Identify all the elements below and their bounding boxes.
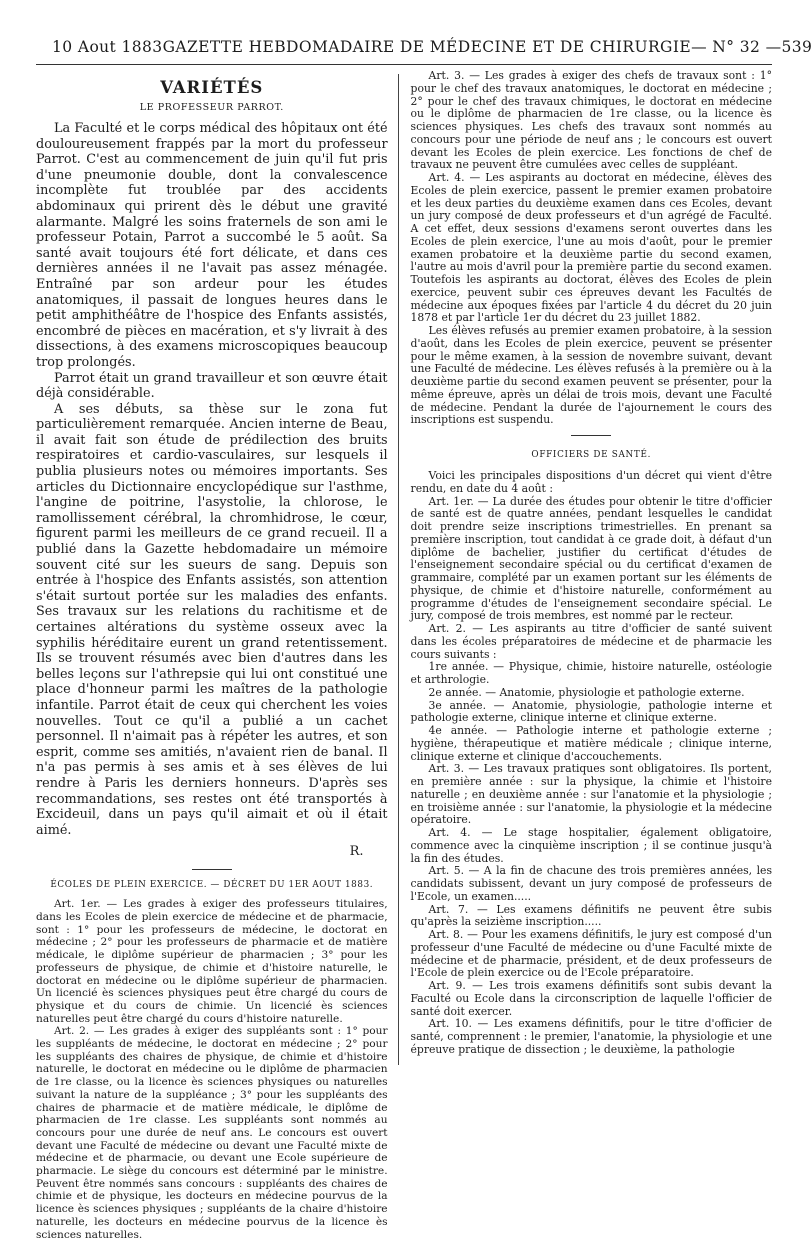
decree-article: Art. 2. — Les aspirants au titre d'officier de santé suivent dans les écoles préparatoires de médecine et de pharmacie les cours suivants : xyxy=(410,622,772,661)
ecoles-title: ÉCOLES DE PLEIN EXERCICE. — DÉCRET DU 1ER AOUT 1883. xyxy=(50,880,374,891)
article-paragraph: La Faculté et le corps médical des hôpitaux ont été douloureusement frappés par la mort du professeur Parrot. C'est au commencement de juin qu'il fut pris d'une pneumonie double, dont la convalescence incomplète fut troublée par des accidents abdominaux qui prirent dès le début une gravité alarmante. Malgré les soins fraternels de son ami le professeur Potain, Parrot a succombé le 5 août. Sa santé avait toujours été fort délicate, et dans ces dernières années il ne l'avait pas assez ménagée. Entraîné par son ardeur pour les études anatomiques, il passait de longues heures dans le petit amphithéâtre de l'hospice des Enfants assistés, encombré de pièces en macération, et s'y livrait à des dissections, à des examens microscopiques beaucoup trop prolongés. xyxy=(36,121,388,370)
right-column xyxy=(399,70,772,1075)
curriculum-year: 1re année. — Physique, chimie, histoire naturelle, ostéologie et arthrologie. xyxy=(410,660,772,686)
decree-article: Art. 7. — Les examens définitifs ne peuvent être subis qu'après la seizième inscription..... xyxy=(410,902,772,929)
header-rule xyxy=(36,64,772,65)
decree-article: Art. 1er. — Les grades à exiger des professeurs titulaires, dans les Ecoles de plein exercice de médecine et de pharmacie, sont : 1° pour les professeurs de médecine, le doctorat en médecine ; 2° pour les professeurs de pharmacie et de matière médicale, le diplôme supérieur de pharmacien ; 3° pour les professeurs de physique, de chimie et d'histoire naturelle, le doctorat en médecine ou le diplôme supérieur de pharmacien. Un licencié ès sciences physiques peut être chargé du cours de physique et du cours de chimie. Un licencié ès sciences naturelles peut être chargé du cours d'histoire naturelle. xyxy=(36,898,388,1025)
header-page-number: 539 xyxy=(781,38,812,56)
curriculum-year: 3e année. — Anatomie, physiologie, pathologie interne et pathologie externe, clinique interne et clinique externe. xyxy=(410,698,772,725)
header-date: 10 Aout 1883 xyxy=(52,38,163,56)
section-divider xyxy=(571,435,611,436)
officiers-title: OFFICIERS DE SANTÉ. xyxy=(531,450,652,460)
two-column-body xyxy=(36,69,772,1241)
curriculum-year: 4e année. — Pathologie interne et pathologie externe ; hygiène, thérapeutique et matière médicale ; clinique interne, clinique externe et clinique d'accouchements. xyxy=(410,724,772,763)
article-signature: R. xyxy=(349,844,364,860)
decree-article: Art. 3. — Les travaux pratiques sont obligatoires. Ils portent, en première année : sur la physique, la chimie et l'histoire naturelle ; en deuxième année : sur l'anatomie et la physiologie ; en troisième année : sur l'anatomie, la physiologie et la médecine opératoire. xyxy=(410,762,772,827)
decree-article: Art. 1er. — La durée des études pour obtenir le titre d'officier de santé est de quatre années, pendant lesquelles le candidat doit prendre seize inscriptions trimestrielles. En prenant sa première inscription, tout candidat à ce grade doit, à défaut d'un diplôme de bachelier, justifier du certificat d'études de l'enseignement secondaire spécial ou du certificat d'examen de grammaire, complété par un examen portant sur les éléments de physique, de chimie et d'histoire naturelle, conformément au programme d'études de l'enseignement secondaire spécial. Le jury, composé de trois membres, est nommé par le recteur. xyxy=(410,494,772,623)
varietes-subtitle: LE PROFESSEUR PARROT. xyxy=(139,102,284,113)
header-issue-number: — N° 32 — xyxy=(691,38,782,56)
running-header xyxy=(52,38,812,60)
article-paragraph: Parrot était un grand travailleur et son œuvre était déjà considérable. xyxy=(36,370,388,402)
decree-article: Art. 8. — Pour les examens définitifs, le jury est composé d'un professeur d'une Faculté de médecine ou d'une Faculté mixte de médecine et de pharmacie, président, et de deux professeurs de l'Ecole de plein exercice ou de l'Ecole préparatoire. xyxy=(410,928,772,980)
decree-article: Art. 2. — Les grades à exiger des suppléants sont : 1° pour les suppléants de médecine, le doctorat en médecine ; 2° pour les suppléants des chaires de physique, de chimie et d'histoire naturelle, le doctorat en médecine ou le diplôme de pharmacien de 1re classe, ou la licence ès sciences physiques ou naturelles suivant la nature de la suppléance ; 3° pour les suppléants des chaires de pharmacie et de matière médicale, le diplôme de pharmacien de 1re classe. Les suppléants sont nommés au concours pour une durée de neuf ans. Le concours est ouvert devant une Faculté de médecine ou devant une Faculté mixte de médecine et de pharmacie, ou devant une Ecole supérieure de pharmacie. Le siège du concours est déterminé par le ministre. Peuvent être nommés sans concours : suppléants des chaires de chimie et de physique, les docteurs en médecine pourvus de la licence ès sciences physiques ; suppléants de la chaire d'histoire naturelle, les docteurs en médecine pourvus de la licence ès sciences naturelles. xyxy=(36,1025,388,1241)
decree-article: Art. 9. — Les trois examens définitifs sont subis devant la Faculté ou Ecole dans la circonscription de laquelle l'officier de santé doit exercer. xyxy=(410,979,772,1018)
decree-article: Les élèves refusés au premier examen probatoire, à la session d'août, dans les Ecoles de plein exercice, peuvent se présenter pour le même examen, à la session de novembre suivant, devant une Faculté de médecine. Les élèves refusés à la première ou à la deuxième partie du second examen peuvent se présenter, pour la même épreuve, après un délai de trois mois, devant une Faculté de médecine. Pendant la durée de l'ajournement le cours des inscriptions est suspendu. xyxy=(410,324,772,427)
varietes-article xyxy=(36,121,388,838)
article-paragraph: A ses débuts, sa thèse sur le zona fut particulièrement remarquée. Ancien interne de Beau, il avait fait son étude de prédilection des bruits respiratoires et cardio-vasculaires, sur lesquels il publia plusieurs notes ou mémoires importants. Ses articles du Dictionnaire encyclopédique sur l'asthme, l'angine de poitrine, l'asystolie, la chlorose, le ramollissement cérébral, la chromhidrose, le cœur, figurent parmi les meilleurs de ce grand recueil. Il a publié dans la Gazette hebdomadaire un mémoire souvent cité sur les sueurs de sang. Depuis son entrée à l'hospice des Enfants assistés, son attention s'était surtout portée sur les maladies des enfants. Ses travaux sur les relations du rachitisme et de certaines altérations du système osseux avec la syphilis héréditaire eurent un grand retentissement. Ils se trouvent résumés avec bien d'autres dans les belles leçons sur l'athrepsie qui lui ont constitué une place d'honneur parmi les maîtres de la pathologie infantile. Parrot était de ceux qui cherchent les voies nouvelles. Tout ce qu'il a publié a un cachet personnel. Il n'aimait pas à répéter les autres, et son esprit, comme ses amitiés, n'avaient rien de banal. Il n'a pas permis à ses amis et à ses élèves de lui rendre à Paris les derniers honneurs. D'après ses recommandations, ses restes ont été transportés à Excideuil, dans un pays qu'il aimait et où il était aimé. xyxy=(36,401,388,838)
decree-article: Art. 4. — Les aspirants au doctorat en médecine, élèves des Ecoles de plein exercice, passent le premier examen probatoire et les deux parties du deuxième examen dans ces Ecoles, devant un jury composé de deux professeurs et d'un agrégé de Faculté. A cet effet, deux sessions d'examens seront ouvertes dans les Ecoles de plein exercice, l'une au mois d'août, pour le premier examen probatoire et la deuxième partie du second examen, l'autre au mois d'avril pour la première partie du second examen. Toutefois les aspirants au doctorat, élèves des Ecoles de plein exercice, peuvent subir ces épreuves devant les Facultés de médecine aux époques fixées par l'article 4 du décret du 20 juin 1878 et par l'article 1er du décret du 23 juillet 1882. xyxy=(410,171,772,325)
section-divider xyxy=(192,869,232,870)
header-journal-title: GAZETTE HEBDOMADAIRE DE MÉDECINE ET DE CHIRURGIE xyxy=(162,38,692,56)
decree-article: Art. 5. — A la fin de chacune des trois premières années, les candidats subissent, devant un jury composé de professeurs de l'Ecole, un examen..... xyxy=(410,864,772,903)
curriculum-year: 2e année. — Anatomie, physiologie et pathologie externe. xyxy=(428,685,745,699)
ecoles-article xyxy=(36,898,388,1241)
decree-article: Art. 10. — Les examens définitifs, pour le titre d'officier de santé, comprennent : le premier, l'anatomie, la physiologie et une épreuve pratique de dissection ; le deuxième, la pathologie xyxy=(410,1017,772,1056)
varietes-title: VARIÉTÉS xyxy=(160,78,264,97)
left-column xyxy=(36,70,398,1241)
decree-article: Art. 4. — Le stage hospitalier, également obligatoire, commence avec la cinquième inscription ; il se continue jusqu'à la fin des études. xyxy=(410,826,772,865)
decree-intro: Voici les principales dispositions d'un décret qui vient d'être rendu, en date du 4 août : xyxy=(410,469,772,495)
decree-article: Art. 3. — Les grades à exiger des chefs de travaux sont : 1° pour le chef des travaux anatomiques, le doctorat en médecine ; 2° pour le chef des travaux chimiques, le doctorat en médecine ou le diplôme de pharmacien de 1re classe, ou la licence ès sciences physiques. Les chefs des travaux sont nommés au concours pour une période de neuf ans ; le concours est ouvert devant les Ecoles de plein exercice. Les fonctions de chef de travaux ne peuvent être cumulées avec celles de suppléant. xyxy=(410,69,772,172)
